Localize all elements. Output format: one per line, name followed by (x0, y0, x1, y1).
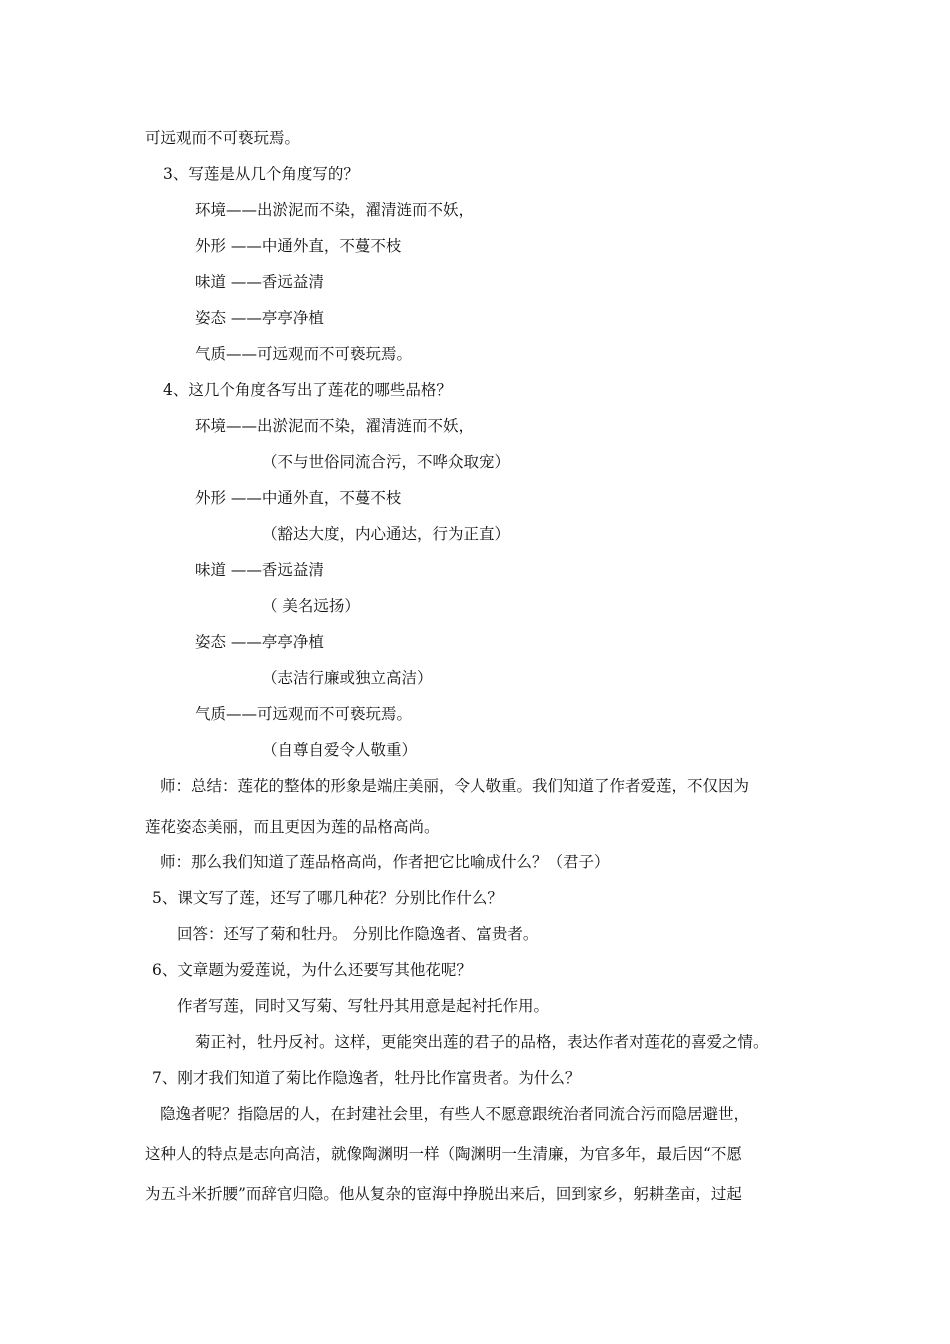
text-line: 菊正衬，牡丹反衬。这样，更能突出莲的君子的品格，表达作者对莲花的喜爱之情。 (195, 1033, 769, 1051)
text-line: 气质——可远观而不可亵玩焉。 (195, 705, 413, 723)
annotation-line: （豁达大度，内心通达，行为正直） (262, 525, 511, 543)
annotation-line: （志洁行廉或独立高洁） (262, 669, 433, 687)
annotation-line: （ 美名远扬） (262, 597, 360, 615)
question-5: 5、课文写了莲，还写了哪几种花？分别比作什么？ (152, 889, 503, 907)
text-line: 姿态 ——亭亭净植 (195, 309, 324, 327)
text-line: 回答：还写了菊和牡丹。 分别比作隐逸者、富贵者。 (177, 925, 539, 943)
paragraph-line: 为五斗米折腰”而辞官归隐。他从复杂的宦海中挣脱出来后，回到家乡，躬耕垄亩，过起 (145, 1185, 742, 1203)
question-3: 3、写莲是从几个角度写的？ (163, 165, 359, 183)
text-line: 味道 ——香远益清 (195, 561, 324, 579)
text-line: 外形 ——中通外直，不蔓不枝 (195, 489, 402, 507)
paragraph-line: 这种人的特点是志向高洁，就像陶渊明一样（陶渊明一生清廉，为官多年，最后因“不愿 (145, 1145, 742, 1163)
text-line: 作者写莲，同时又写菊、写牡丹其用意是起衬托作用。 (177, 997, 550, 1015)
text-line: 环境——出淤泥而不染，濯清涟而不妖， (195, 201, 475, 219)
annotation-line: （不与世俗同流合污，不哗众取宠） (262, 453, 511, 471)
text-line: 外形 ——中通外直，不蔓不枝 (195, 237, 402, 255)
question-7: 7、刚才我们知道了菊比作隐逸者，牡丹比作富贵者。为什么？ (152, 1069, 581, 1087)
question-4: 4、这几个角度各写出了莲花的哪些品格？ (163, 381, 452, 399)
annotation-line: （自尊自爱令人敬重） (262, 741, 418, 759)
text-line: 环境——出淤泥而不染，濯清涟而不妖， (195, 417, 475, 435)
paragraph-line: 隐逸者呢？指隐居的人，在封建社会里，有些人不愿意跟统治者同流合污而隐居避世， (160, 1105, 750, 1123)
text-line: 气质——可远观而不可亵玩焉。 (195, 345, 413, 363)
paragraph-line: 莲花姿态美丽，而且更因为莲的品格高尚。 (145, 818, 440, 836)
paragraph-line: 师：那么我们知道了莲品格高尚，作者把它比喻成什么？（君子） (160, 853, 610, 871)
question-6: 6、文章题为爱莲说，为什么还要写其他花呢？ (152, 961, 472, 979)
text-line: 可远观而不可亵玩焉。 (145, 129, 301, 147)
text-line: 味道 ——香远益清 (195, 273, 324, 291)
paragraph-line: 师：总结：莲花的整体的形象是端庄美丽，令人敬重。我们知道了作者爱莲，不仅因为 (160, 777, 750, 795)
text-line: 姿态 ——亭亭净植 (195, 633, 324, 651)
